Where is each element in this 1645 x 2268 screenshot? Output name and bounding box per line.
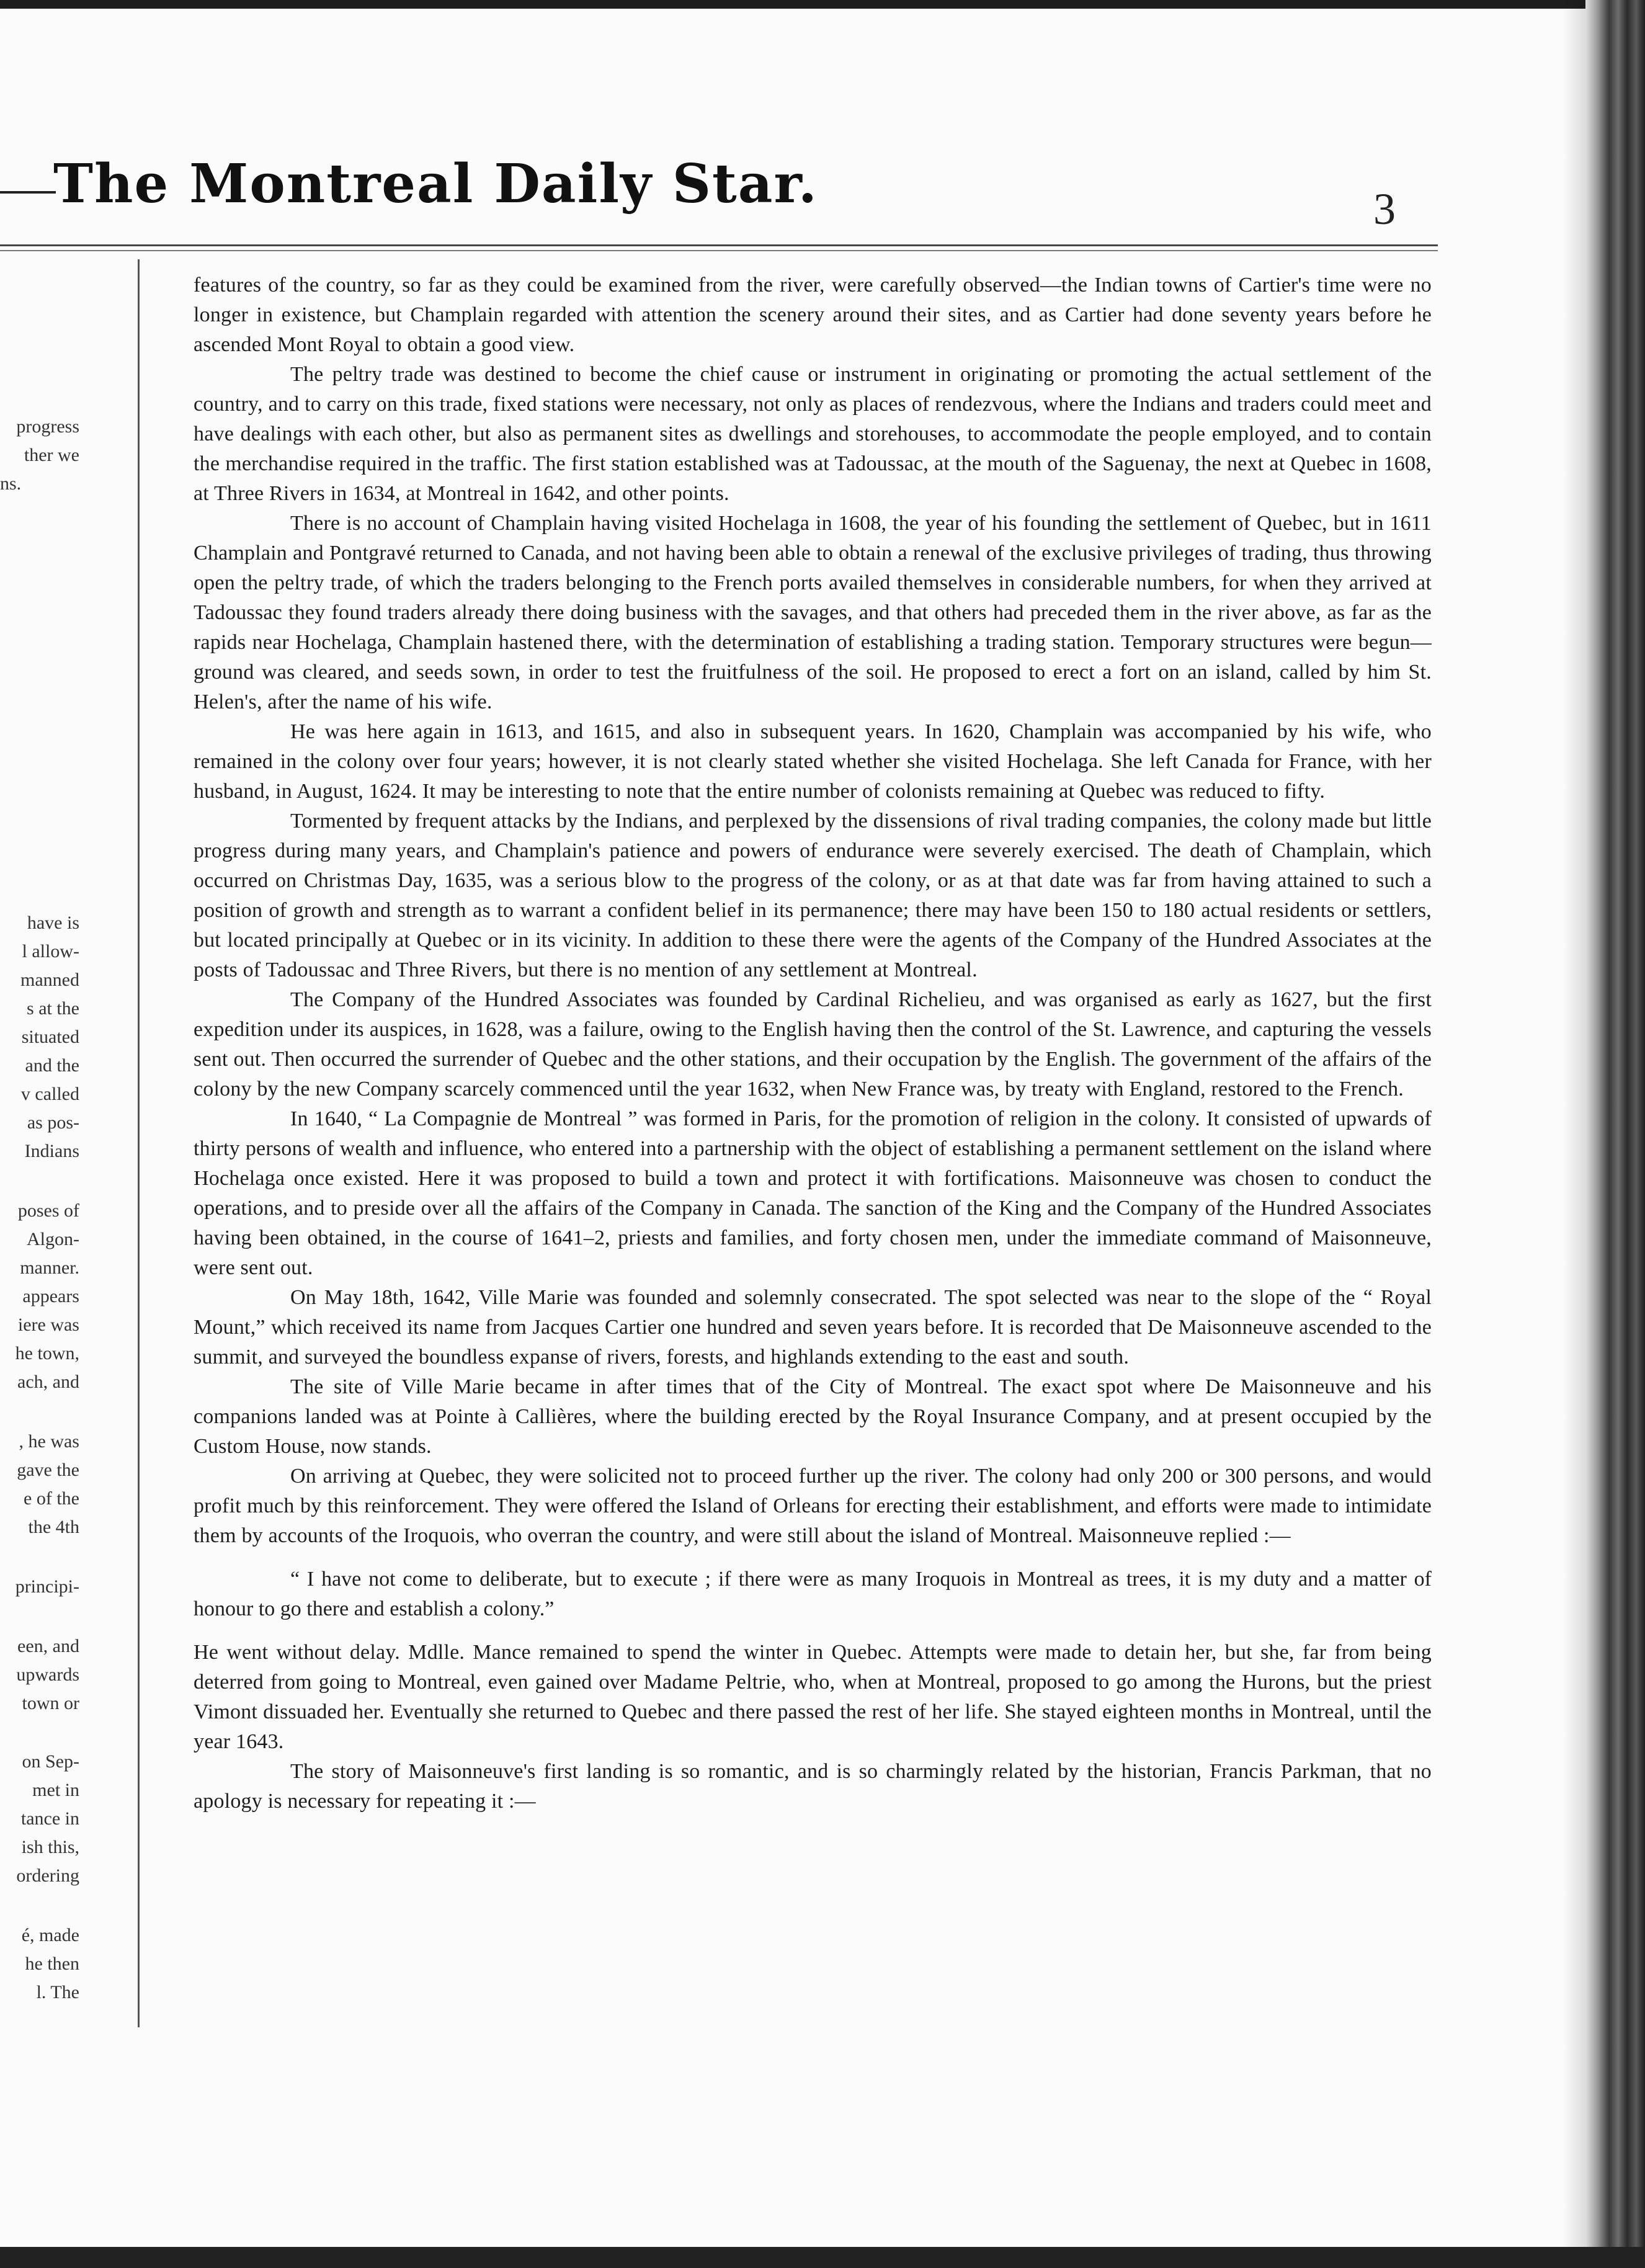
left-fragment: ther we bbox=[24, 445, 79, 465]
left-fragment: é, made bbox=[21, 1925, 79, 1945]
page-bottom-edge bbox=[0, 2247, 1645, 2268]
article-paragraph: The Company of the Hundred Associates was founded by Cardinal Richelieu, and was organised as early as 1627, but the first expedition under its auspices, in 1628, was a failure, owing to the English having then the control of the St. Lawrence, and capturing the vessels sent out. Then occurred the surrender of Quebec and the other stations, and their occupation by the English. The government of the affairs of the colony by the new Company scarcely commenced until the year 1632, when New France was, by treaty with England, restored to the French. bbox=[194, 988, 1432, 1101]
maisonneuve-quote: “ I have not come to deliberate, but to execute ; if there were as many Iroquois in Montreal as trees, it is my duty and a matter of honour to go there and establish a colony.” bbox=[194, 1568, 1432, 1620]
article-paragraph: He was here again in 1613, and 1615, and also in subsequent years. In 1620, Champlain was accompanied by his wife, who remained in the colony over four years; however, it is not clearly stated whether she visited Hochelaga. She left Canada for France, with her husband, in August, 1624. It may be interesting to note that the entire number of colonists remaining at Quebec was reduced to fifty. bbox=[194, 720, 1432, 803]
masthead-rule-secondary bbox=[0, 250, 1438, 251]
left-fragment: he town, bbox=[15, 1343, 79, 1364]
left-fragment: ish this, bbox=[21, 1837, 79, 1857]
article-body bbox=[194, 270, 1432, 1816]
left-fragment: v called bbox=[20, 1084, 79, 1104]
left-fragment: on Sep- bbox=[22, 1751, 79, 1772]
left-fragment: he then bbox=[25, 1953, 79, 1974]
left-fragment: ordering bbox=[16, 1865, 79, 1886]
binding-shadow bbox=[1563, 0, 1585, 2268]
left-fragment: upwards bbox=[16, 1664, 79, 1685]
left-fragment: met in bbox=[32, 1780, 79, 1800]
left-fragment: ns. bbox=[0, 473, 22, 494]
article-paragraph: The site of Ville Marie became in after times that of the City of Montreal. The exact spot where De Maisonneuve and his companions landed was at Pointe à Callières, where the building erected by the Royal Insurance Company, and at present occupied by the Custom House, now stands. bbox=[194, 1375, 1432, 1458]
left-fragment: l allow- bbox=[22, 941, 79, 962]
left-fragment: situated bbox=[21, 1027, 79, 1047]
article-paragraph: In 1640, “ La Compagnie de Montreal ” was formed in Paris, for the promotion of religion in the colony. It consisted of upwards of thirty persons of wealth and influence, who entered into a partnership with the object of establishing a permanent settlement on the island where Hochelaga once existed. Here it was proposed to build a town and protect it with fortifications. Maisonneuve was chosen to conduct the operations, and to preside over all the affairs of the Company in Canada. The sanction of the King and the Company of the Hundred Associates having been obtained, in the course of 1641–2, priests and families, and forty chosen men, under the immediate command of Maisonneuve, were sent out. bbox=[194, 1107, 1432, 1279]
left-fragment: Indians bbox=[24, 1141, 79, 1161]
masthead-title: The Montreal Daily Star. bbox=[53, 153, 818, 215]
column-divider bbox=[138, 259, 140, 2027]
article-paragraph: The peltry trade was destined to become the chief cause or instrument in originating or promoting the actual settlement of the country, and to carry on this trade, fixed stations were necessary, not only as places of rendezvous, where the Indians and traders could meet and have dealings with each other, but also as permanent sites as dwellings and storehouses, to accommodate the people employed, and to contain the merchandise required in the traffic. The first station established was at Tadoussac, at the mouth of the Saguenay, the next at Quebec in 1608, at Three Rivers in 1634, at Montreal in 1642, and other points. bbox=[194, 363, 1432, 505]
left-fragment: gave the bbox=[17, 1460, 79, 1480]
left-fragment: l. The bbox=[36, 1982, 79, 2002]
page-top-edge bbox=[0, 0, 1645, 9]
left-fragment: iere was bbox=[17, 1315, 79, 1335]
left-fragment: tance in bbox=[20, 1808, 79, 1829]
left-fragment: e of the bbox=[24, 1488, 79, 1509]
masthead-rule bbox=[0, 244, 1438, 246]
page-number: 3 bbox=[1373, 184, 1396, 234]
left-fragment: progress bbox=[16, 416, 79, 437]
left-fragment: the 4th bbox=[28, 1517, 79, 1537]
left-fragment: town or bbox=[22, 1693, 79, 1713]
left-fragment: have is bbox=[27, 913, 79, 933]
article-paragraph: features of the country, so far as they could be examined from the river, were carefully observed—the Indian towns of Cartier's time were no longer in existence, but Champlain regarded with attention the scenery around their sites, and as Cartier had done seventy years before he ascended Mont Royal to obtain a good view. bbox=[194, 274, 1432, 356]
article-paragraph: He went without delay. Mdlle. Mance remained to spend the winter in Quebec. Attempts were made to detain her, but she, far from being deterred from going to Montreal, even gained over Madame Peltrie, who, when at Montreal, proposed to go among the Hurons, but the priest Vimont dissuaded her. Eventually she returned to Quebec and there passed the rest of her life. She stayed eighteen months in Montreal, until the year 1643. bbox=[194, 1641, 1432, 1753]
page-right-edge bbox=[1585, 0, 1645, 2268]
article-paragraph: Tormented by frequent attacks by the Indians, and perplexed by the dissensions of rival trading companies, the colony made but little progress during many years, and Champlain's patience and powers of endurance were severely exercised. The death of Champlain, which occurred on Christmas Day, 1635, was a serious blow to the progress of the colony, or as at that date was far from having attained to such a position of growth and strength as to warrant a confident belief in its permanence; there may have been 150 to 180 actual residents or settlers, but located principally at Quebec or in its vicinity. In addition to these there were the agents of the Company of the Hundred Associates at the posts of Tadoussac and Three Rivers, but there is no mention of any settlement at Montreal. bbox=[194, 810, 1432, 981]
article-paragraph: On arriving at Quebec, they were solicited not to proceed further up the river. The colony had only 200 or 300 persons, and would profit much by this reinforcement. They were offered the Island of Orleans for erecting their establishment, and efforts were made to intimidate them by accounts of the Iroquois, who overran the country, and were still about the island of Montreal. Maisonneuve replied :— bbox=[194, 1465, 1432, 1547]
left-fragment: and the bbox=[25, 1055, 79, 1076]
article-closing-paragraph: The story of Maisonneuve's first landing is so romantic, and is so charmingly related by the historian, Francis Parkman, that no apology is necessary for repeating it :— bbox=[194, 1760, 1432, 1813]
article-paragraph: On May 18th, 1642, Ville Marie was founded and solemnly consecrated. The spot selected was near to the slope of the “ Royal Mount,” which received its name from Jacques Cartier one hundred and seven years before. It is recorded that De Maisonneuve ascended to the summit, and surveyed the boundless expanse of rivers, forests, and highlands extending to the east and south. bbox=[194, 1286, 1432, 1368]
masthead-dash bbox=[0, 191, 56, 194]
left-fragment: principi- bbox=[15, 1576, 79, 1597]
article-paragraph: There is no account of Champlain having visited Hochelaga in 1608, the year of his founding the settlement of Quebec, but in 1611 Champlain and Pontgravé returned to Canada, and not having been able to obtain a renewal of the exclusive privileges of trading, thus throwing open the peltry trade, of which the traders belonging to the French ports availed themselves in considerable numbers, for when they arrived at Tadoussac they found traders already there doing business with the savages, and that others had preceded them in the river above, as far as the rapids near Hochelaga, Champlain hastened there, with the determination of establishing a trading station. Temporary structures were begun—ground was cleared, and seeds sown, in order to test the fruitfulness of the soil. He proposed to erect a fort on an island, called by him St. Helen's, after the name of his wife. bbox=[194, 512, 1432, 713]
left-fragment: s at the bbox=[27, 998, 79, 1019]
left-fragment: appears bbox=[22, 1286, 79, 1306]
left-fragment: manner. bbox=[20, 1257, 79, 1278]
left-fragment: , he was bbox=[19, 1431, 79, 1452]
left-fragment: manned bbox=[20, 970, 79, 990]
left-fragment: Algon- bbox=[27, 1229, 79, 1249]
left-fragment: een, and bbox=[17, 1636, 79, 1656]
left-fragment: ach, and bbox=[17, 1372, 79, 1392]
left-fragment: poses of bbox=[17, 1200, 79, 1221]
left-fragment: as pos- bbox=[27, 1112, 79, 1133]
